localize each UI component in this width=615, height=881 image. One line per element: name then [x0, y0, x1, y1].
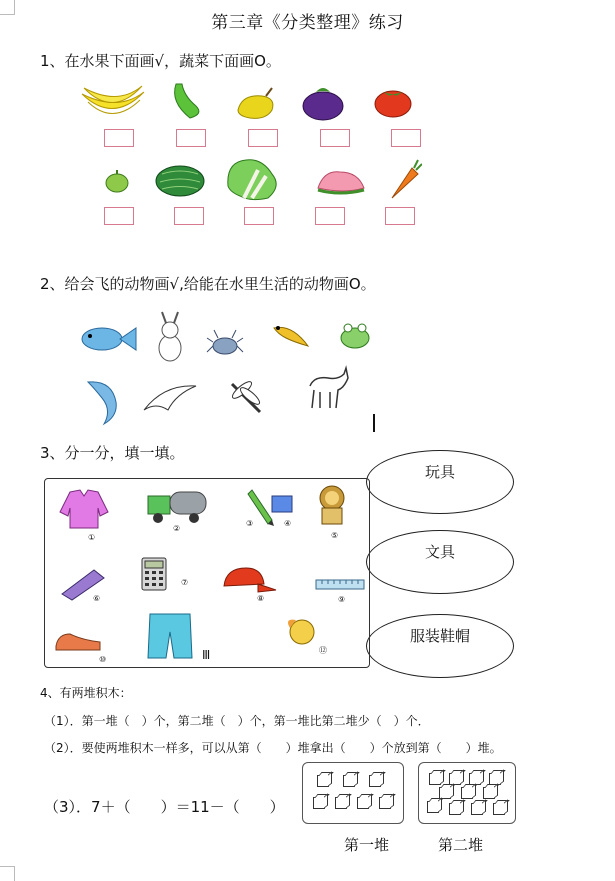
cucumber-picture [168, 80, 208, 122]
item-number-3: ③ [246, 519, 254, 528]
block-cube [449, 803, 461, 815]
block-cube [461, 787, 473, 799]
block-pile-1 [302, 762, 404, 824]
answer-box-6[interactable] [104, 207, 134, 225]
block-cube [427, 801, 439, 813]
answer-box-10[interactable] [385, 207, 415, 225]
question-4-line-2: （2）．要使两堆积木一样多，可以从第（ ）堆拿出（ ）个放到第（ ）堆。 [44, 741, 502, 755]
tomato-picture [372, 84, 414, 120]
item-number-8: ⑧ [257, 594, 265, 603]
bin-toys[interactable] [366, 450, 514, 514]
block-cube [369, 775, 381, 787]
bird-picture [268, 318, 314, 354]
page-corner-mark [0, 0, 15, 15]
bin-clothing-label: 服装鞋帽 [409, 627, 470, 645]
block-pile-2 [418, 762, 516, 824]
text-cursor [373, 414, 375, 432]
eggplant-picture [300, 82, 346, 122]
shoes-picture[interactable] [52, 626, 104, 654]
peach-picture [314, 166, 368, 196]
pear-picture [232, 86, 278, 120]
cap-picture[interactable] [218, 562, 278, 598]
item-number-10: ⑩ [99, 655, 107, 664]
answer-box-8[interactable] [244, 207, 274, 225]
cabbage-picture [222, 156, 284, 202]
watermelon-picture [154, 162, 206, 198]
pile-1-label: 第一堆 [344, 836, 390, 854]
item-number-4: ④ [284, 519, 292, 528]
answer-box-7[interactable] [174, 207, 204, 225]
block-cube [357, 797, 369, 809]
bin-clothing[interactable] [366, 614, 514, 678]
page-title: 第三章《分类整理》练习 [211, 13, 404, 33]
pile-2-label: 第二堆 [438, 836, 484, 854]
item-number-7: ⑦ [181, 578, 189, 587]
calculator-picture[interactable] [138, 556, 172, 594]
shorts-picture[interactable] [146, 610, 194, 662]
ruler-picture[interactable] [314, 578, 366, 592]
item-number-11: Ⅲ [202, 648, 211, 662]
bin-stationery-label: 文具 [424, 543, 455, 561]
horse-picture [300, 364, 352, 414]
question-3-text: 3、分一分，填一填。 [40, 444, 185, 462]
crab-picture [206, 328, 244, 360]
item-number-5: ⑤ [331, 531, 339, 540]
banana-picture [78, 82, 148, 122]
swallow-picture [140, 380, 200, 418]
answer-box-2[interactable] [176, 129, 206, 147]
rabbit-picture [150, 310, 190, 364]
toy-chick-picture[interactable] [282, 610, 322, 650]
pencil-case-picture[interactable] [58, 566, 108, 602]
toy-lion-picture[interactable] [312, 482, 352, 528]
toy-truck-picture[interactable] [144, 486, 214, 526]
item-number-12: ⑫ [319, 646, 327, 655]
page-corner-mark [0, 866, 15, 881]
block-cube [343, 775, 355, 787]
carrot-picture [384, 158, 422, 202]
item-number-2: ② [173, 524, 181, 533]
block-cube [335, 797, 347, 809]
item-number-6: ⑥ [93, 594, 101, 603]
answer-box-9[interactable] [315, 207, 345, 225]
green-pepper-picture [102, 168, 132, 194]
block-cube [483, 787, 495, 799]
question-4-text: 4、有两堆积木： [40, 686, 132, 700]
question-2-text: 2、给会飞的动物画√,给能在水里生活的动物画O。 [40, 275, 376, 293]
answer-box-1[interactable] [104, 129, 134, 147]
fish-picture [76, 322, 140, 356]
answer-box-4[interactable] [320, 129, 350, 147]
dolphin-picture [82, 376, 126, 428]
question-4-line-1: （1）．第一堆（ ）个，第二堆（ ）个，第一堆比第二堆少（ ）个． [44, 714, 430, 728]
bin-stationery[interactable] [366, 530, 514, 594]
block-cube [493, 803, 505, 815]
block-cube [379, 797, 391, 809]
jacket-picture[interactable] [56, 486, 112, 532]
question-4-line-3: （3）．7＋（ ）＝11－（ ） [44, 798, 285, 816]
dragonfly-picture [224, 378, 268, 420]
question-1-text: 1、在水果下面画√，蔬菜下面画O。 [40, 52, 281, 70]
block-cube [429, 773, 441, 785]
bin-toys-label: 玩具 [424, 463, 455, 481]
answer-box-5[interactable] [391, 129, 421, 147]
block-cube [313, 797, 325, 809]
block-cube [471, 803, 483, 815]
sharpener-picture[interactable] [268, 490, 296, 518]
item-number-9: ⑨ [338, 595, 346, 604]
block-cube [317, 775, 329, 787]
item-number-1: ① [88, 533, 96, 542]
frog-picture [334, 318, 376, 354]
answer-box-3[interactable] [248, 129, 278, 147]
